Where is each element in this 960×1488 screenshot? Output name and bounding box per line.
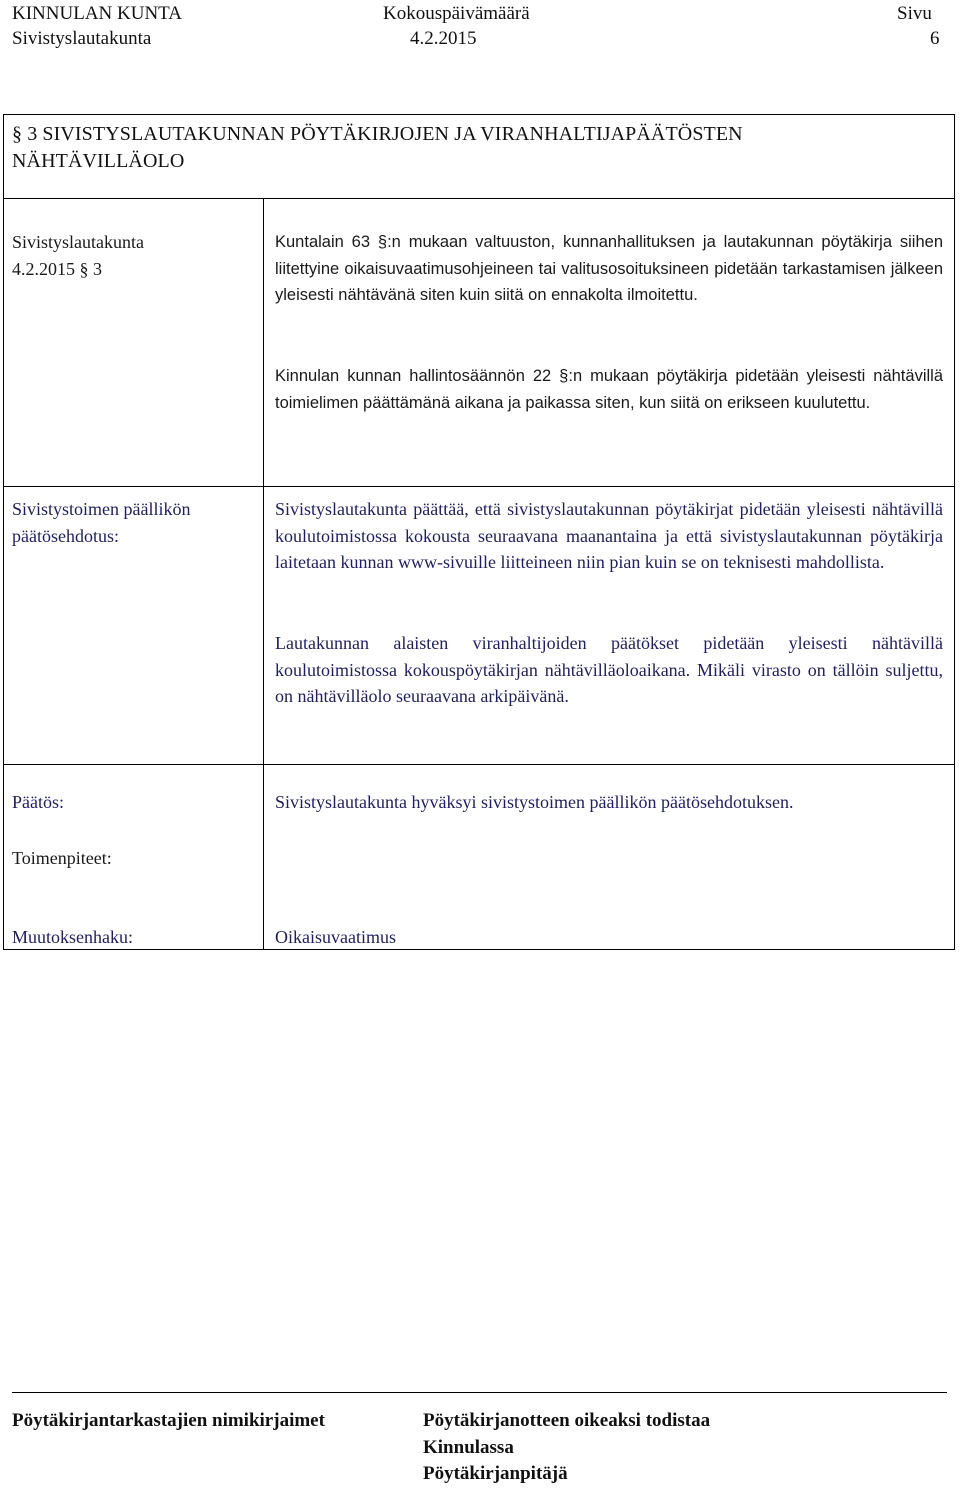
- proposal-divider: [3, 486, 955, 487]
- title-divider: [3, 198, 955, 199]
- footer-inspectors: Pöytäkirjantarkastajien nimikirjaimet: [12, 1410, 325, 1431]
- section-title-line1: § 3 SIVISTYSLAUTAKUNNAN PÖYTÄKIRJOJEN JA VIRANHALTIJAPÄÄTÖSTEN: [12, 123, 743, 145]
- header-page-label: Sivu: [897, 3, 932, 24]
- body-paragraph-1: Kuntalain 63 §:n mukaan valtuuston, kunnanhallituksen ja lautakunnan pöytäkirja siihen liitettyine oikaisuvaatimusohjeineen tai valitusosoituksineen pidetään tarkastamisen jälkeen yleisesti nähtävänä siten kuin siitä on ennakolta ilmoitettu.: [275, 233, 943, 304]
- header-page-number: 6: [930, 28, 940, 49]
- decision-divider: [3, 764, 955, 765]
- footer-secretary: Pöytäkirjanpitäjä: [423, 1463, 568, 1484]
- header-date-value: 4.2.2015: [410, 28, 477, 49]
- body-paragraph-2: Kinnulan kunnan hallintosäännön 22 §:n mukaan pöytäkirja pidetään yleisesti nähtävillä toimielimen päättämänä aikana ja paikassa siten, kun siitä on erikseen kuulutettu.: [275, 367, 943, 412]
- decision-label: Päätös:: [12, 792, 64, 812]
- column-divider: [263, 198, 264, 950]
- header-board: Sivistyslautakunta: [12, 28, 152, 49]
- section-title-line2: NÄHTÄVILLÄOLO: [12, 150, 185, 172]
- reference-board: Sivistyslautakunta: [12, 232, 144, 252]
- footer-place: Kinnulassa: [423, 1437, 514, 1458]
- reference-date: 4.2.2015 § 3: [12, 259, 102, 279]
- decision-text: Sivistyslautakunta hyväksyi sivistystoimen päällikön päätösehdotuksen.: [275, 792, 794, 812]
- proposal-label-line1: Sivistystoimen päällikön: [12, 499, 191, 519]
- actions-label: Toimenpiteet:: [12, 848, 112, 868]
- appeal-text: Oikaisuvaatimus: [275, 927, 396, 947]
- proposal-label-line2: päätösehdotus:: [12, 526, 119, 546]
- header-org: KINNULAN KUNTA: [12, 3, 182, 24]
- appeal-label: Muutoksenhaku:: [12, 927, 133, 947]
- footer-certification: Pöytäkirjanotteen oikeaksi todistaa: [423, 1410, 711, 1431]
- footer-divider: [12, 1392, 947, 1393]
- proposal-paragraph-1: Sivistyslautakunta päättää, että sivistyslautakunnan pöytäkirjat pidetään yleisesti nähtävillä koulutoimistossa kokousta seuraavana maanantaina ja että sivistyslautakunnan pöytäkirja laitetaan kunnan www-sivuille liitteineen niin pian kuin se on teknisesti mahdollista.: [275, 499, 943, 572]
- header-date-label: Kokouspäivämäärä: [383, 3, 530, 24]
- proposal-paragraph-2: Lautakunnan alaisten viranhaltijoiden päätökset pidetään yleisesti nähtävillä koulutoimistossa kokouspöytäkirjan nähtävilläoloaikana. Mikäli virasto on tällöin suljettu, on nähtävilläolo seuraavana arkipäivänä.: [275, 633, 943, 706]
